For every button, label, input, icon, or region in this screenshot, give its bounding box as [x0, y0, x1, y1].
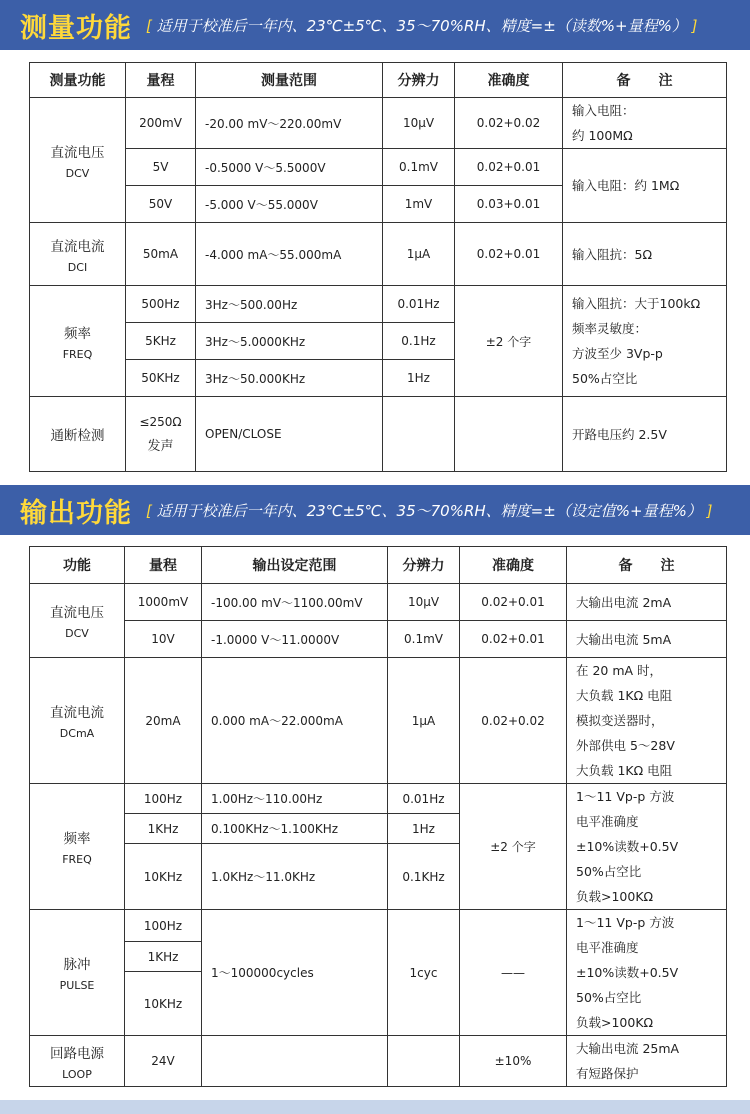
- output-section-subtitle: [ 适用于校准后一年内、23℃±5℃、35～70%RH、精度=±（设定值%+量程%） ]: [146, 501, 713, 520]
- measure-section-header: [0, 0, 750, 50]
- table-row: [30, 784, 727, 814]
- span-cell: 1～100000cycles: [202, 910, 388, 1036]
- range-cell: 1KHz: [125, 814, 202, 844]
- table-row: [30, 621, 727, 658]
- table-row: [30, 149, 727, 186]
- range-cell: 500Hz: [126, 286, 196, 323]
- span-cell: 1.0KHz～11.0KHz: [202, 844, 388, 910]
- resolution-cell: 0.1KHz: [388, 844, 460, 910]
- table-header-row: [30, 63, 727, 98]
- range-cell: 10KHz: [125, 972, 202, 1036]
- range-cell: 50mA: [126, 223, 196, 286]
- column-header: 准确度: [460, 547, 567, 584]
- note-cell: 大输出电流 2mA: [567, 584, 727, 621]
- range-cell: ≤250Ω 发声: [126, 397, 196, 472]
- span-cell: -5.000 V～55.000V: [196, 186, 383, 223]
- resolution-cell: 10μV: [388, 584, 460, 621]
- resolution-cell: 1Hz: [383, 360, 455, 397]
- column-header: 量程: [126, 63, 196, 98]
- table-row: [30, 584, 727, 621]
- range-cell: 200mV: [126, 98, 196, 149]
- table-row: [30, 397, 727, 472]
- accuracy-cell: [455, 397, 563, 472]
- accuracy-cell: ±10%: [460, 1036, 567, 1087]
- range-cell: 1KHz: [125, 942, 202, 972]
- span-cell: 0.000 mA～22.000mA: [202, 658, 388, 784]
- note-cell: 输入阻抗：5Ω: [563, 223, 727, 286]
- resolution-cell: 0.01Hz: [388, 784, 460, 814]
- note-cell: 输入电阻：约 1MΩ: [563, 149, 727, 223]
- accuracy-cell: ±2 个字: [455, 286, 563, 397]
- accuracy-cell: 0.02+0.02: [460, 658, 567, 784]
- column-header: 备 注: [567, 547, 727, 584]
- function-cell: 直流电流 DCI: [30, 223, 126, 286]
- resolution-cell: 1cyc: [388, 910, 460, 1036]
- range-cell: 100Hz: [125, 910, 202, 942]
- function-cell: 频率 FREQ: [30, 784, 125, 910]
- resolution-cell: 0.01Hz: [383, 286, 455, 323]
- table-row: [30, 286, 727, 323]
- measure-section-subtitle: [ 适用于校准后一年内、23℃±5℃、35～70%RH、精度=±（读数%+量程%） ]: [146, 16, 698, 35]
- resolution-cell: [383, 397, 455, 472]
- range-cell: 20mA: [125, 658, 202, 784]
- accuracy-cell: 0.02+0.02: [455, 98, 563, 149]
- column-header: 备 注: [563, 63, 727, 98]
- span-cell: 0.100KHz～1.100KHz: [202, 814, 388, 844]
- resolution-cell: 10μV: [383, 98, 455, 149]
- note-cell: 在 20 mA 时， 大负载 1KΩ 电阻 模拟变送器时， 外部供电 5～28V 大负载 1KΩ 电阻: [567, 658, 727, 784]
- span-cell: -4.000 mA～55.000mA: [196, 223, 383, 286]
- note-cell: 大输出电流 25mA 有短路保护: [567, 1036, 727, 1087]
- span-cell: -0.5000 V～5.5000V: [196, 149, 383, 186]
- resolution-cell: 1μA: [388, 658, 460, 784]
- table-row: [30, 658, 727, 784]
- range-cell: 10KHz: [125, 844, 202, 910]
- note-cell: 输入电阻： 约 100MΩ: [563, 98, 727, 149]
- table-row: [30, 223, 727, 286]
- span-cell: 1.00Hz～110.00Hz: [202, 784, 388, 814]
- function-cell: 脉冲 PULSE: [30, 910, 125, 1036]
- range-cell: 5KHz: [126, 323, 196, 360]
- resolution-cell: 1Hz: [388, 814, 460, 844]
- function-cell: 频率 FREQ: [30, 286, 126, 397]
- column-header: 功能: [30, 547, 125, 584]
- table-row: [30, 1036, 727, 1087]
- table-row: [30, 98, 727, 149]
- resolution-cell: 0.1mV: [388, 621, 460, 658]
- output-spec-table: [29, 546, 727, 1087]
- range-cell: 5V: [126, 149, 196, 186]
- note-cell: 大输出电流 5mA: [567, 621, 727, 658]
- column-header: 测量范围: [196, 63, 383, 98]
- table-row: [30, 910, 727, 942]
- note-cell: 开路电压约 2.5V: [563, 397, 727, 472]
- accuracy-cell: ——: [460, 910, 567, 1036]
- output-section-header: [0, 485, 750, 535]
- bottom-divider: [0, 1100, 750, 1114]
- span-cell: -1.0000 V～11.0000V: [202, 621, 388, 658]
- note-cell: 输入阻抗：大于100kΩ 频率灵敏度： 方波至少 3Vp-p 50%占空比: [563, 286, 727, 397]
- resolution-cell: 1mV: [383, 186, 455, 223]
- accuracy-cell: 0.02+0.01: [455, 149, 563, 186]
- resolution-cell: 0.1Hz: [383, 323, 455, 360]
- function-cell: 通断检测: [30, 397, 126, 472]
- resolution-cell: 0.1mV: [383, 149, 455, 186]
- column-header: 分辨力: [388, 547, 460, 584]
- range-cell: 1000mV: [125, 584, 202, 621]
- function-cell: 直流电压 DCV: [30, 584, 125, 658]
- note-cell: 1～11 Vp-p 方波 电平准确度 ±10%读数+0.5V 50%占空比 负载>100KΩ: [567, 910, 727, 1036]
- accuracy-cell: 0.02+0.01: [455, 223, 563, 286]
- measure-spec-table: [29, 62, 727, 472]
- range-cell: 10V: [125, 621, 202, 658]
- range-cell: 50KHz: [126, 360, 196, 397]
- span-cell: [202, 1036, 388, 1087]
- accuracy-cell: ±2 个字: [460, 784, 567, 910]
- accuracy-cell: 0.03+0.01: [455, 186, 563, 223]
- span-cell: -20.00 mV～220.00mV: [196, 98, 383, 149]
- column-header: 量程: [125, 547, 202, 584]
- function-cell: 直流电流 DCmA: [30, 658, 125, 784]
- column-header: 准确度: [455, 63, 563, 98]
- output-section-title: 输出功能: [20, 497, 132, 529]
- resolution-cell: 1μA: [383, 223, 455, 286]
- column-header: 分辨力: [383, 63, 455, 98]
- resolution-cell: [388, 1036, 460, 1087]
- function-cell: 回路电源 LOOP: [30, 1036, 125, 1087]
- accuracy-cell: 0.02+0.01: [460, 584, 567, 621]
- function-cell: 直流电压 DCV: [30, 98, 126, 223]
- span-cell: OPEN/CLOSE: [196, 397, 383, 472]
- span-cell: 3Hz～500.00Hz: [196, 286, 383, 323]
- accuracy-cell: 0.02+0.01: [460, 621, 567, 658]
- measure-section-title: 测量功能: [20, 12, 132, 44]
- range-cell: 50V: [126, 186, 196, 223]
- span-cell: 3Hz～50.000KHz: [196, 360, 383, 397]
- table-header-row: [30, 547, 727, 584]
- span-cell: -100.00 mV～1100.00mV: [202, 584, 388, 621]
- range-cell: 24V: [125, 1036, 202, 1087]
- span-cell: 3Hz～5.0000KHz: [196, 323, 383, 360]
- note-cell: 1～11 Vp-p 方波 电平准确度 ±10%读数+0.5V 50%占空比 负载>100KΩ: [567, 784, 727, 910]
- column-header: 输出设定范围: [202, 547, 388, 584]
- range-cell: 100Hz: [125, 784, 202, 814]
- column-header: 测量功能: [30, 63, 126, 98]
